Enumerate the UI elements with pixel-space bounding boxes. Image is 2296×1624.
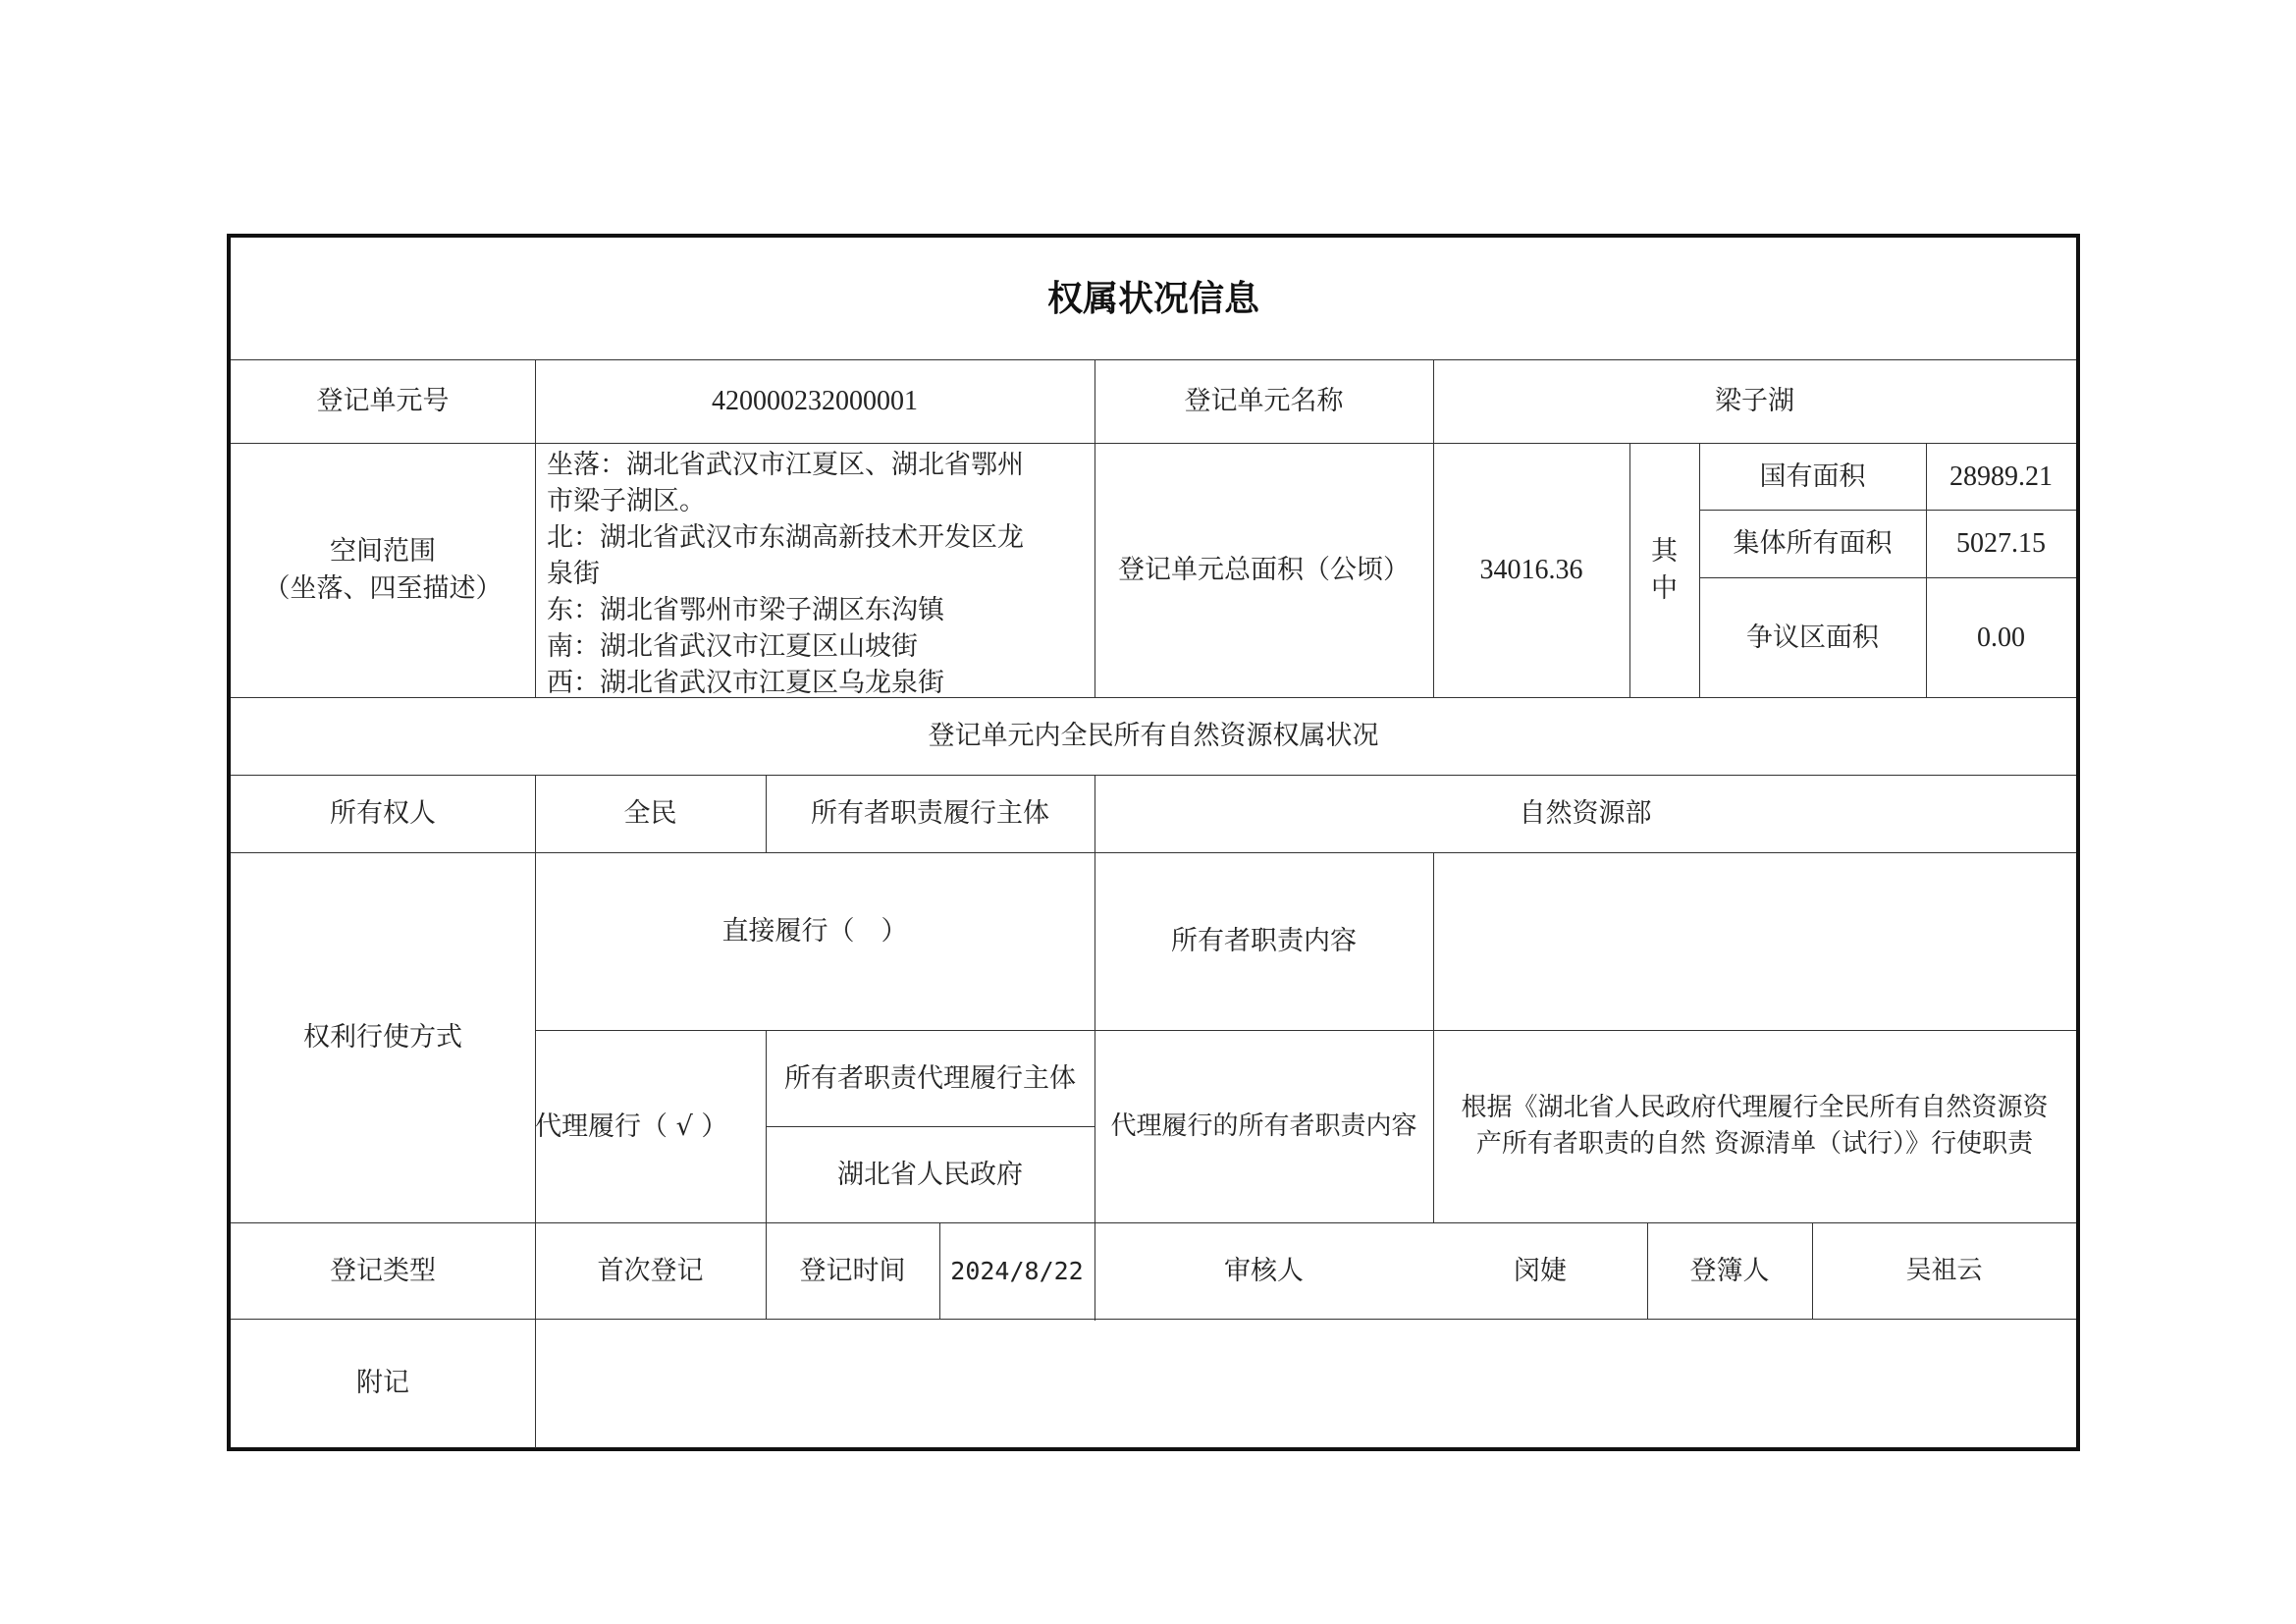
- state-area-value: 28989.21: [1949, 460, 2053, 492]
- duty-subject-value: 自然资源部: [1519, 798, 1652, 829]
- owner-label: 所有权人: [330, 798, 436, 829]
- reg-time-label: 登记时间: [799, 1255, 906, 1286]
- section-title: 登记单元内全民所有自然资源权属状况: [928, 721, 1379, 751]
- notes-label: 附记: [356, 1368, 409, 1398]
- agent-content-value: [1433, 1030, 2076, 1222]
- agent-content-line: 根据《湖北省人民政府代理履行全民所有自然资源资: [1461, 1093, 2049, 1122]
- disputed-area-label: 争议区面积: [1746, 622, 1879, 653]
- page-title: 权属状况信息: [1046, 278, 1259, 319]
- agent-exercise-label: 代理履行（ √ ）: [535, 1110, 728, 1142]
- agent-subject-value: 湖北省人民政府: [837, 1159, 1023, 1190]
- agent-subject-label: 所有者职责代理履行主体: [784, 1062, 1076, 1094]
- unit-id-label: 登记单元号: [316, 386, 450, 416]
- scope-desc-line: 南：湖北省武汉市江夏区山坡街: [547, 631, 918, 662]
- recorder-value: 吴祖云: [1905, 1255, 1983, 1285]
- notes-value: [535, 1319, 2076, 1447]
- scope-label-line2: （坐落、四至描述）: [263, 572, 503, 604]
- unit-name-value: 梁子湖: [1715, 386, 1794, 416]
- reg-time-value: 2024/8/22: [950, 1256, 1084, 1285]
- qizhong-char-1: 其: [1651, 535, 1678, 567]
- total-area-value: 34016.36: [1479, 555, 1583, 585]
- reg-type-label: 登记类型: [330, 1255, 436, 1286]
- duty-subject-label: 所有者职责履行主体: [811, 798, 1049, 829]
- collective-area-value: 5027.15: [1956, 528, 2046, 559]
- reg-type-value: 首次登记: [597, 1255, 704, 1286]
- scope-description: [535, 443, 1095, 697]
- total-area-label: 登记单元总面积（公顷）: [1118, 555, 1410, 585]
- owner-value: 全民: [623, 798, 677, 829]
- agent-content-line: 产所有者职责的自然 资源清单（试行）》行使职责: [1475, 1129, 2034, 1159]
- scope-desc-line: 坐落：湖北省武汉市江夏区、湖北省鄂州: [547, 450, 1024, 480]
- scope-desc-line: 市梁子湖区。: [547, 486, 706, 516]
- unit-name-label: 登记单元名称: [1184, 386, 1344, 416]
- scope-label-line1: 空间范围: [330, 535, 436, 567]
- qizhong-char-2: 中: [1651, 572, 1678, 604]
- unit-id-value: 420000232000001: [712, 386, 918, 416]
- qizhong-label: [1629, 443, 1699, 697]
- collective-area-label: 集体所有面积: [1733, 528, 1893, 559]
- scope-desc-line: 东：湖北省鄂州市梁子湖区东沟镇: [547, 595, 944, 625]
- agent-content-label: 代理履行的所有者职责内容: [1110, 1110, 1417, 1141]
- duty-content-label: 所有者职责内容: [1171, 926, 1357, 956]
- scope-desc-line: 北：湖北省武汉市东湖高新技术开发区龙: [547, 522, 1024, 553]
- state-area-label: 国有面积: [1759, 460, 1866, 492]
- direct-exercise-label: 直接履行（ ）: [721, 916, 908, 947]
- ownership-info-table: [227, 234, 2080, 1451]
- exercise-label: 权利行使方式: [303, 1022, 462, 1053]
- disputed-area-value: 0.00: [1977, 622, 2025, 653]
- duty-content-value: [1433, 852, 2076, 1030]
- recorder-label: 登簿人: [1689, 1255, 1770, 1286]
- scope-desc-line: 西：湖北省武汉市江夏区乌龙泉街: [547, 668, 944, 698]
- scope-desc-line: 泉街: [547, 559, 600, 589]
- reviewer-label: 审核人: [1224, 1255, 1304, 1286]
- reviewer-value: 闵婕: [1514, 1255, 1567, 1286]
- scope-label: [231, 443, 535, 697]
